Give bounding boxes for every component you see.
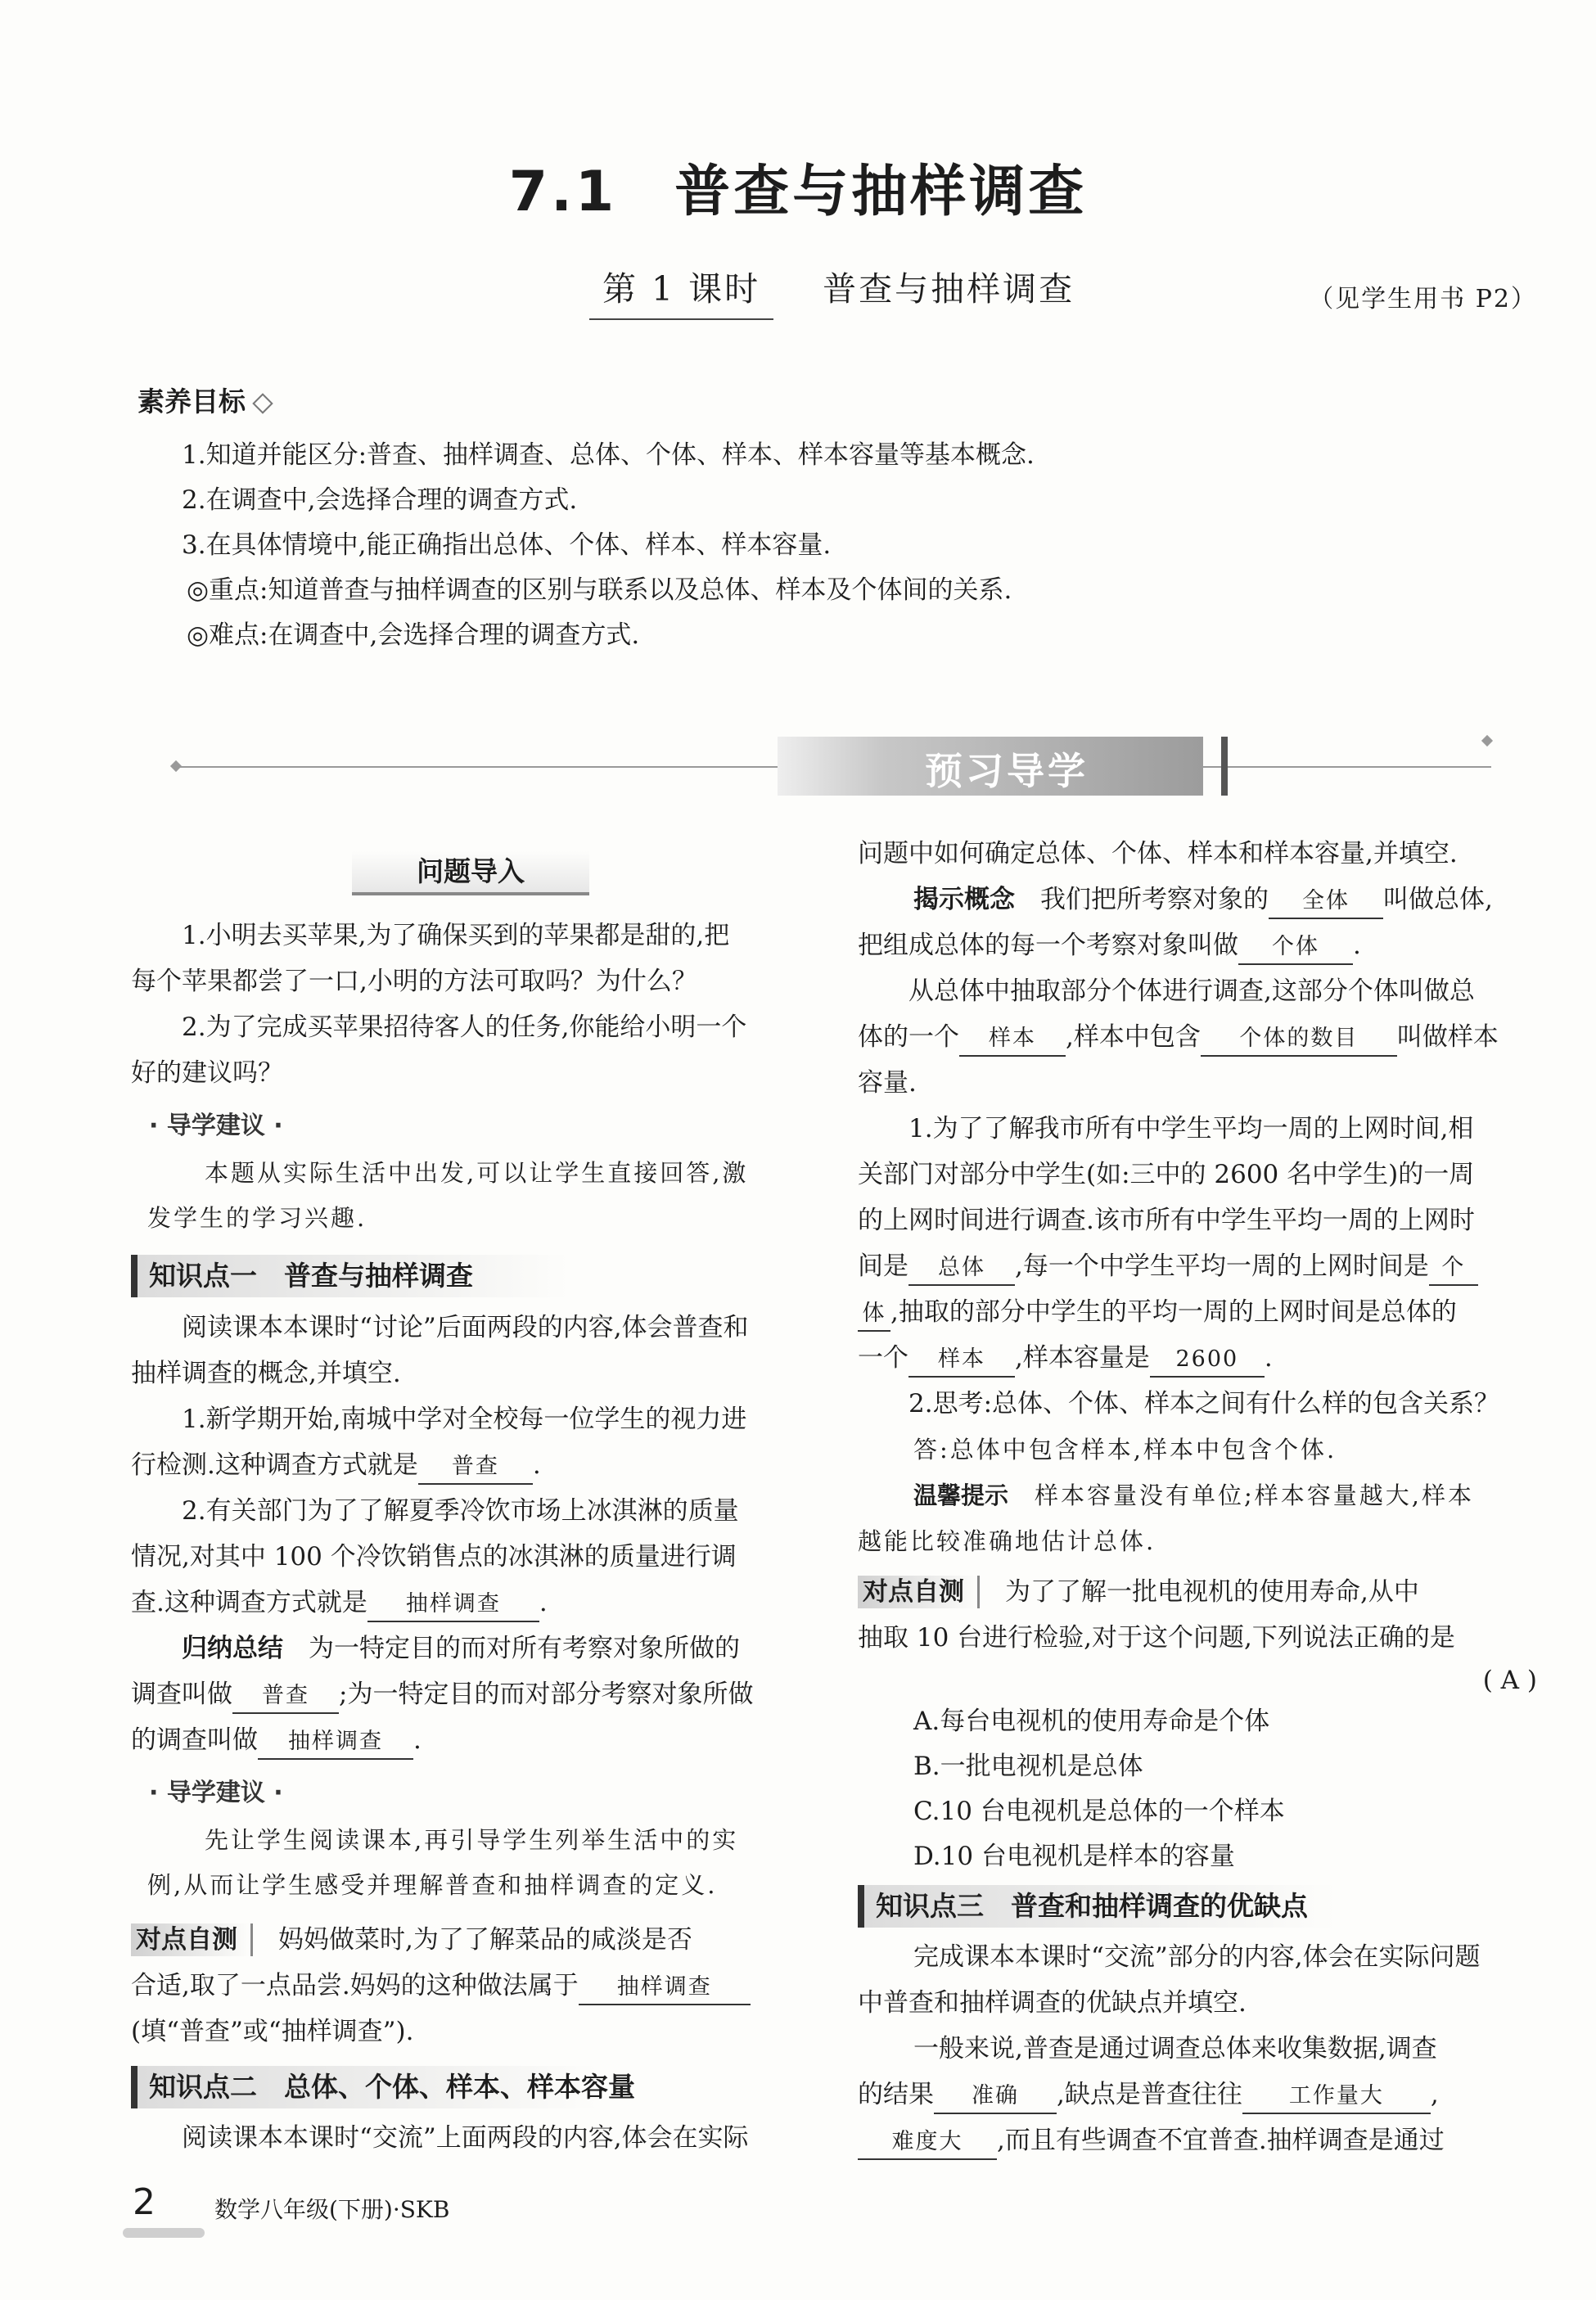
- body-text: 2.有关部门为了了解夏季冷饮市场上冰淇淋的质量: [182, 1496, 739, 1526]
- question-text: 1.小明去买苹果,为了确保买到的苹果都是甜的,把: [182, 921, 730, 950]
- question-text: 好的建议吗？: [131, 1058, 283, 1088]
- section-title-text: 普查与抽样调查: [674, 160, 1088, 224]
- answer-blank: 总体: [908, 1251, 1015, 1286]
- advice-text: 先让学生阅读课本,再引导学生列举生活中的实: [205, 1826, 739, 1854]
- fill-sentence: 难度大 ,而且有些调查不宜普查.抽样调查是通过: [858, 2117, 1445, 2163]
- body-text: (填“普查”或“抽样调查”).: [131, 2017, 414, 2046]
- kp1-heading: 知识点一 普查与抽样调查: [131, 1255, 755, 1297]
- section-number: 7.1: [508, 160, 618, 224]
- answer-blank: 抽样调查: [579, 1971, 751, 2005]
- body-text: 1.为了了解我市所有中学生平均一周的上网时间,相: [908, 1114, 1474, 1143]
- body-text: 阅读课本本课时“讨论”后面两段的内容,体会普查和: [182, 1313, 749, 1342]
- body-text: 抽样调查的概念,并填空.: [131, 1359, 401, 1388]
- banner-title: 预习导学: [925, 749, 1089, 793]
- fill-sentence: 调查叫做 普查 ;为一特定目的而对部分考察对象所做: [131, 1671, 753, 1717]
- fill-sentence: 的结果 准确 ,缺点是普查往往 工作量大 ,: [858, 2072, 1439, 2117]
- body-text: 问题中如何确定总体、个体、样本和样本容量,并填空.: [858, 839, 1458, 868]
- option-c: C.10 台电视机是总体的一个样本: [913, 1797, 1285, 1826]
- body-text: 中普查和抽样调查的优缺点并填空.: [858, 1988, 1247, 2018]
- fill-sentence: 间是 总体 ,每一个中学生平均一周的上网时间是 个: [858, 1243, 1478, 1289]
- key-point: ◎重点:知道普查与抽样调查的区别与联系以及总体、样本及个体间的关系.: [187, 575, 1012, 605]
- answer-blank: 抽样调查: [258, 1725, 413, 1760]
- self-test-label: 对点自测: [131, 1923, 253, 1956]
- advice-label: · 导学建议 ·: [149, 1112, 283, 1140]
- answer-text: 答:总体中包含样本,样本中包含个体.: [913, 1436, 1337, 1463]
- fill-sentence: 查.这种调查方式就是 抽样调查 .: [131, 1580, 548, 1626]
- body-text: 关部门对部分中学生(如:三中的 2600 名中学生)的一周: [858, 1160, 1475, 1189]
- body-text: 阅读课本本课时“交流”上面两段的内容,体会在实际: [182, 2123, 749, 2153]
- intro-heading: 问题导入: [352, 851, 589, 895]
- advice-text: 例,从而让学生感受并理解普查和抽样调查的定义.: [147, 1871, 718, 1899]
- body-text: 从总体中抽取部分个体进行调查,这部分个体叫做总: [908, 976, 1475, 1006]
- answer-blank: 样本: [959, 1022, 1066, 1057]
- question-text: 每个苹果都尝了一口,小明的方法可取吗？为什么？: [131, 967, 697, 996]
- page-number: 2: [133, 2181, 156, 2223]
- answer-blank: 工作量大: [1242, 2080, 1431, 2114]
- body-text: 容量.: [858, 1068, 917, 1098]
- question-text: 2.为了完成买苹果招待客人的任务,你能给小明一个: [182, 1012, 747, 1042]
- summary-text: 归纳总结 为一特定目的而对所有考察对象所做的: [182, 1634, 740, 1663]
- fill-sentence: 行检测.这种调查方式就是 普查 .: [131, 1442, 541, 1488]
- difficult-point: ◎难点:在调查中,会选择合理的调查方式.: [187, 620, 640, 650]
- tip-text: 温馨提示 样本容量没有单位;样本容量越大,样本: [913, 1481, 1475, 1509]
- answer-blank: 2600: [1150, 1343, 1265, 1378]
- tip-text: 越能比较准确地估计总体.: [858, 1527, 1156, 1555]
- fill-sentence: 一个 样本 ,样本容量是 2600 .: [858, 1335, 1273, 1381]
- fill-sentence: 揭示概念 我们把所考察对象的 全体 叫做总体,: [913, 877, 1493, 922]
- answer-blank: 体: [858, 1297, 890, 1332]
- answer-blank: 个: [1429, 1251, 1478, 1286]
- answer-blank: 普查: [232, 1680, 339, 1714]
- advice-text: 发学生的学习兴趣.: [147, 1204, 367, 1232]
- choice-answer: ( A ): [1482, 1666, 1537, 1695]
- book-title: 数学八年级(下册)·SKB: [214, 2196, 450, 2223]
- goal-item: 2.在调查中,会选择合理的调查方式.: [182, 485, 578, 515]
- body-text: 1.新学期开始,南城中学对全校每一位学生的视力进: [182, 1405, 747, 1434]
- reveal-label: 揭示概念: [913, 885, 1015, 914]
- fill-sentence: 体的一个 样本 ,样本中包含 个体的数目 叫做样本: [858, 1014, 1499, 1060]
- fill-sentence: 的调查叫做 抽样调查 .: [131, 1717, 422, 1763]
- body-text: 抽取 10 台进行检验,对于这个问题,下列说法正确的是: [858, 1623, 1455, 1653]
- lesson-title: 普查与抽样调查: [823, 269, 1075, 309]
- footer-decoration: [123, 2228, 205, 2238]
- right-column: [858, 0, 1537, 2300]
- answer-blank: 难度大: [858, 2126, 997, 2160]
- answer-blank: 个体: [1238, 931, 1353, 965]
- body-text: 情况,对其中 100 个冷饮销售点的冰淇淋的质量进行调: [131, 1542, 737, 1572]
- lesson-label: 第 1 课时: [602, 269, 761, 309]
- answer-blank: 抽样调查: [367, 1588, 539, 1622]
- option-d: D.10 台电视机是样本的容量: [913, 1842, 1235, 1871]
- fill-sentence: 体 ,抽取的部分中学生的平均一周的上网时间是总体的: [858, 1289, 1457, 1335]
- tip-label: 温馨提示: [913, 1481, 1009, 1509]
- goal-item: 1.知道并能区分:普查、抽样调查、总体、个体、样本、样本容量等基本概念.: [182, 440, 1035, 470]
- advice-text: 本题从实际生活中出发,可以让学生直接回答,激: [205, 1159, 749, 1187]
- goals-heading: 素养目标: [138, 381, 270, 419]
- summary-label: 归纳总结: [182, 1634, 283, 1663]
- self-test: 对点自测 妈妈做菜时,为了了解菜品的咸淡是否: [131, 1917, 692, 1963]
- self-test: 对点自测 为了了解一批电视机的使用寿命,从中: [858, 1569, 1419, 1615]
- fill-sentence: 合适,取了一点品尝.妈妈的这种做法属于 抽样调查: [131, 1963, 751, 2009]
- option-a: A.每台电视机的使用寿命是个体: [913, 1707, 1270, 1736]
- fill-sentence: 把组成总体的每一个考察对象叫做 个体 .: [858, 922, 1361, 968]
- body-text: 2.思考:总体、个体、样本之间有什么样的包含关系？: [908, 1389, 1500, 1418]
- book-reference: （见学生用书 P2）: [1309, 285, 1537, 313]
- self-test-label: 对点自测: [858, 1576, 980, 1608]
- answer-blank: 样本: [908, 1343, 1015, 1378]
- answer-blank: 普查: [418, 1450, 533, 1485]
- answer-blank: 全体: [1269, 885, 1383, 919]
- body-text: 的上网时间进行调查.该市所有中学生平均一周的上网时: [858, 1206, 1475, 1235]
- answer-blank: 准确: [934, 2080, 1057, 2114]
- goal-item: 3.在具体情境中,能正确指出总体、个体、样本、样本容量.: [182, 530, 832, 560]
- advice-label: · 导学建议 ·: [149, 1779, 283, 1807]
- body-text: 一般来说,普查是通过调查总体来收集数据,调查: [913, 2034, 1437, 2063]
- body-text: 完成课本本课时“交流”部分的内容,体会在实际问题: [913, 1942, 1481, 1972]
- answer-blank: 个体的数目: [1201, 1022, 1397, 1057]
- option-b: B.一批电视机是总体: [913, 1752, 1143, 1781]
- kp3-heading: 知识点三 普查和抽样调查的优缺点: [858, 1885, 1539, 1928]
- left-column: [131, 0, 810, 2300]
- kp2-heading: 知识点二 总体、个体、样本、样本容量: [131, 2066, 796, 2108]
